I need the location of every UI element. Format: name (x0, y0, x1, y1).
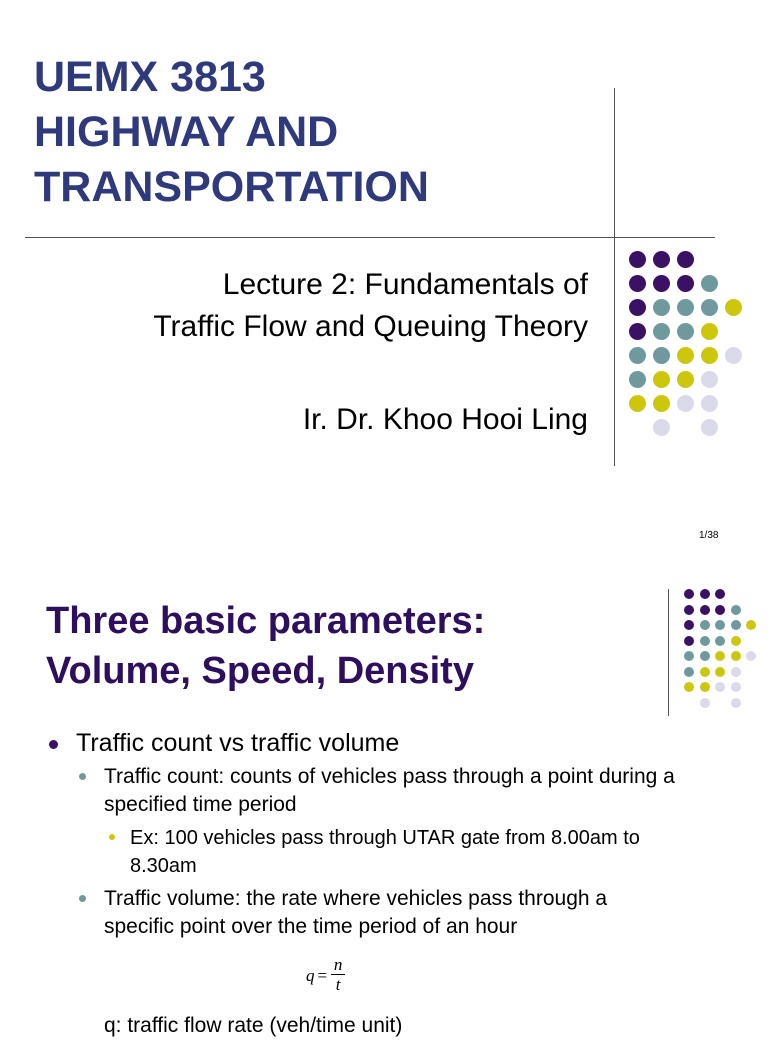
lecture-line2: Traffic Flow and Queuing Theory (153, 310, 588, 343)
decorative-dot (629, 371, 646, 388)
decorative-dot (701, 419, 718, 436)
decorative-dot (677, 395, 694, 412)
decorative-dot (715, 605, 725, 615)
bullet-traffic-count-vs-volume: Traffic count vs traffic volume (76, 729, 400, 757)
decorative-dot (731, 667, 741, 677)
decorative-dot (700, 682, 710, 692)
decorative-dot (653, 299, 670, 316)
decorative-dot (701, 347, 718, 364)
decorative-dot (653, 371, 670, 388)
page-number: 1/38 (699, 530, 719, 541)
bullet-icon (109, 834, 115, 840)
slide-title-line1: Three basic parameters: (46, 600, 486, 642)
decorative-dot (715, 682, 725, 692)
decorative-dot (653, 323, 670, 340)
decorative-dot (629, 347, 646, 364)
decorative-dot (629, 275, 646, 292)
example-line2: 8.30am (130, 855, 197, 877)
decorative-dot (700, 636, 710, 646)
decorative-dot (731, 698, 741, 708)
decorative-dot (731, 636, 741, 646)
decorative-dot (677, 347, 694, 364)
formula-lhs: q (306, 965, 315, 985)
decorative-dot (731, 605, 741, 615)
lecture-line1: Lecture 2: Fundamentals of (222, 268, 588, 301)
decorative-dot (653, 347, 670, 364)
example-line1: Ex: 100 vehicles pass through UTAR gate from 8.00am to (130, 827, 640, 849)
decorative-dot (684, 589, 694, 599)
decorative-dot (725, 299, 742, 316)
bullet-traffic-volume-def (104, 885, 754, 941)
decorative-dot (677, 251, 694, 268)
decorative-dot (677, 275, 694, 292)
flow-rate-definition: q: traffic flow rate (veh/time unit) (104, 1014, 403, 1037)
decorative-dot (746, 620, 756, 630)
course-name-line2: TRANSPORTATION (34, 163, 429, 211)
decorative-dot (731, 651, 741, 661)
decorative-dot (684, 667, 694, 677)
content-slide (0, 560, 768, 1037)
decorative-dot (677, 299, 694, 316)
decorative-dot (653, 419, 670, 436)
decorative-dot (731, 620, 741, 630)
decorative-dot (684, 605, 694, 615)
decorative-dot (700, 589, 710, 599)
decorative-dot (700, 620, 710, 630)
decorative-dot (629, 395, 646, 412)
divider-vertical (614, 88, 615, 466)
decorative-dot (715, 636, 725, 646)
divider-horizontal (25, 237, 715, 238)
decorative-dot (701, 275, 718, 292)
divider-vertical (668, 589, 669, 716)
slide-title (46, 596, 485, 696)
decorative-dot (684, 682, 694, 692)
decorative-dot (701, 395, 718, 412)
traffic-count-def-line2: specified time period (104, 793, 297, 816)
bullet-icon (49, 740, 58, 749)
decorative-dot (700, 605, 710, 615)
formula-equals: = (317, 965, 328, 985)
decorative-dot (684, 651, 694, 661)
decorative-dot (677, 323, 694, 340)
formula-denominator: t (335, 975, 341, 994)
formula-numerator: n (333, 955, 343, 974)
decorative-dot (746, 651, 756, 661)
decorative-dot (684, 636, 694, 646)
traffic-volume-def-line2: specific point over the time period of an hour (104, 915, 518, 938)
decorative-dot (715, 620, 725, 630)
decorative-dot (715, 589, 725, 599)
author-name: Ir. Dr. Khoo Hooi Ling (302, 403, 588, 436)
decorative-dot (653, 275, 670, 292)
traffic-count-def-line1: Traffic count: counts of vehicles pass through a point during a (104, 765, 675, 788)
formula-fraction (331, 956, 345, 995)
decorative-dot (701, 299, 718, 316)
decorative-dot (653, 395, 670, 412)
decorative-dot (629, 299, 646, 316)
slide-title-line2: Volume, Speed, Density (46, 650, 474, 692)
decorative-dot (731, 682, 741, 692)
traffic-volume-def-line1: Traffic volume: the rate where vehicles pass through a (104, 887, 608, 910)
course-title (34, 50, 429, 215)
decorative-dot (684, 620, 694, 630)
decorative-dot (677, 371, 694, 388)
decorative-dot (653, 251, 670, 268)
lecture-subtitle (153, 264, 588, 348)
bullet-traffic-count-def (104, 763, 754, 819)
course-name-line1: HIGHWAY AND (34, 108, 339, 156)
decorative-dot (715, 651, 725, 661)
decorative-dot (725, 347, 742, 364)
decorative-dot (701, 371, 718, 388)
bullet-icon (79, 895, 86, 902)
decorative-dot (700, 698, 710, 708)
decorative-dot (715, 667, 725, 677)
bullet-icon (79, 773, 86, 780)
decorative-dot (701, 323, 718, 340)
decorative-dot (700, 651, 710, 661)
decorative-dot (700, 667, 710, 677)
decorative-dot (629, 323, 646, 340)
decorative-dot (629, 251, 646, 268)
course-code: UEMX 3813 (34, 53, 266, 101)
flow-rate-formula (306, 956, 345, 995)
bullet-example (130, 824, 730, 880)
